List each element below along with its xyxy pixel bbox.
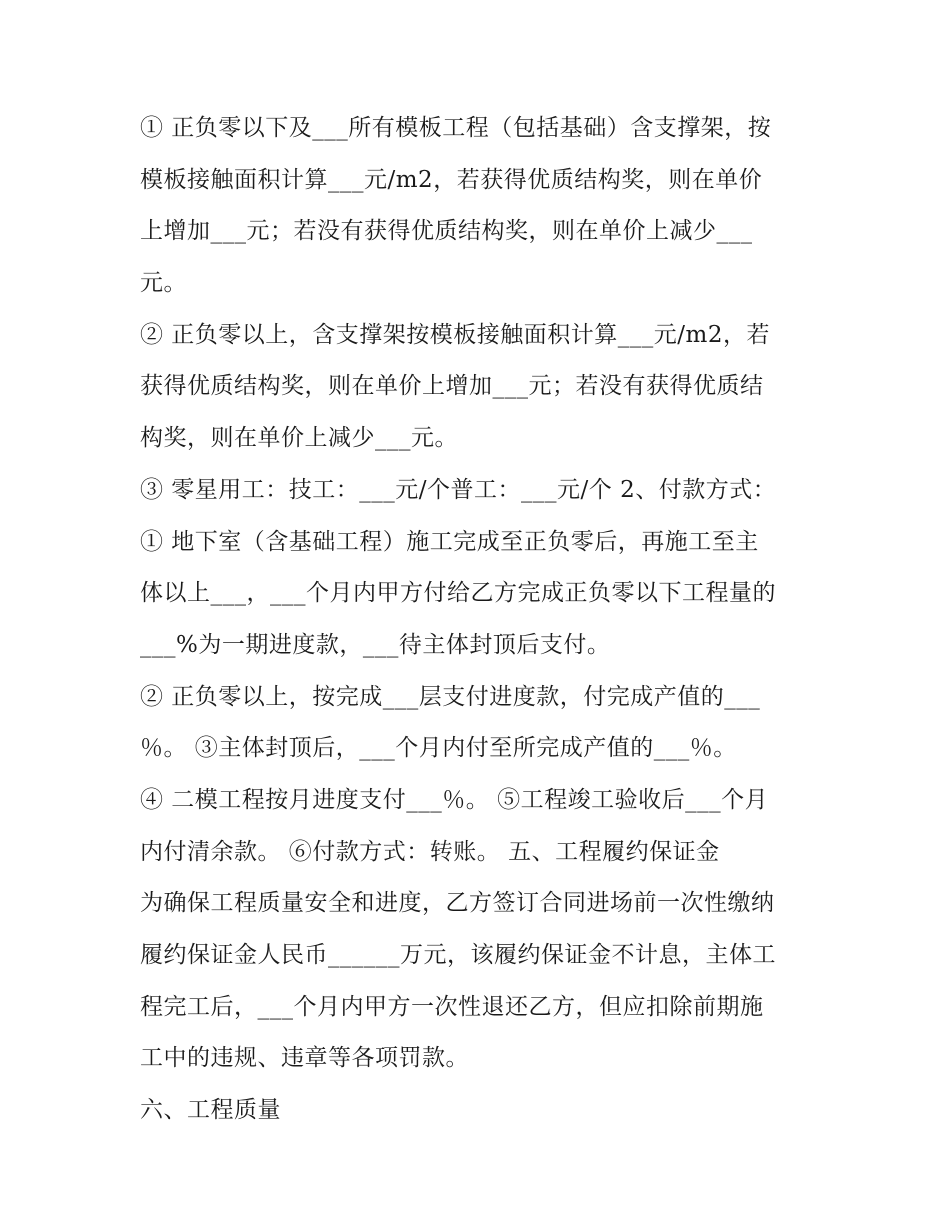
text-line: 获得优质结构奖，则在单价上增加___元；若没有获得优质结 bbox=[140, 373, 764, 400]
text-line: ① 地下室（含基础工程）施工完成至正负零后，再施工至主 bbox=[140, 528, 759, 555]
text-line: ② 正负零以上，按完成___层支付进度款，付完成产值的___ bbox=[140, 683, 761, 710]
text-line: 体以上___，___个月内甲方付给乙方完成正负零以下工程量的 bbox=[140, 580, 776, 607]
document-body bbox=[140, 103, 820, 1137]
text-line: 元。 bbox=[140, 270, 187, 297]
text-line: 履约保证金人民币______万元，该履约保证金不计息，主体工 bbox=[140, 942, 776, 968]
text-line: ___%为一期进度款，___待主体封顶后支付。 bbox=[140, 631, 611, 658]
text-line: 程完工后，___个月内甲方一次性退还乙方，但应扣除前期施 bbox=[140, 993, 764, 1020]
text-line: ② 正负零以上，含支撑架按模板接触面积计算___元/m2，若 bbox=[140, 321, 771, 348]
text-line: ④ 二模工程按月进度支付___％。 ⑤工程竣工验收后___个月 bbox=[140, 786, 769, 813]
text-line: 上增加___元；若没有获得优质结构奖，则在单价上减少___ bbox=[140, 218, 753, 245]
text-line: 为确保工程质量安全和进度，乙方签订合同进场前一次性缴纳 bbox=[140, 890, 775, 917]
section-heading: 六、工程质量 bbox=[140, 1097, 281, 1124]
text-line: 模板接触面积计算___元/m2，若获得优质结构奖，则在单价 bbox=[140, 166, 763, 193]
text-line: 内付清余款。 ⑥付款方式：转账。 五、工程履约保证金 bbox=[140, 838, 720, 865]
text-line: ③ 零星用工：技工：___元/个普工：___元/个 2、付款方式： bbox=[140, 476, 777, 503]
text-line: ％。 ③主体封顶后，___个月内付至所完成产值的___％。 bbox=[140, 735, 737, 762]
text-line: ① 正负零以下及___所有模板工程（包括基础）含支撑架，按 bbox=[140, 115, 772, 141]
text-line: 工中的违规、违章等各项罚款。 bbox=[140, 1045, 469, 1072]
text-line: 构奖，则在单价上减少___元。 bbox=[140, 425, 458, 452]
